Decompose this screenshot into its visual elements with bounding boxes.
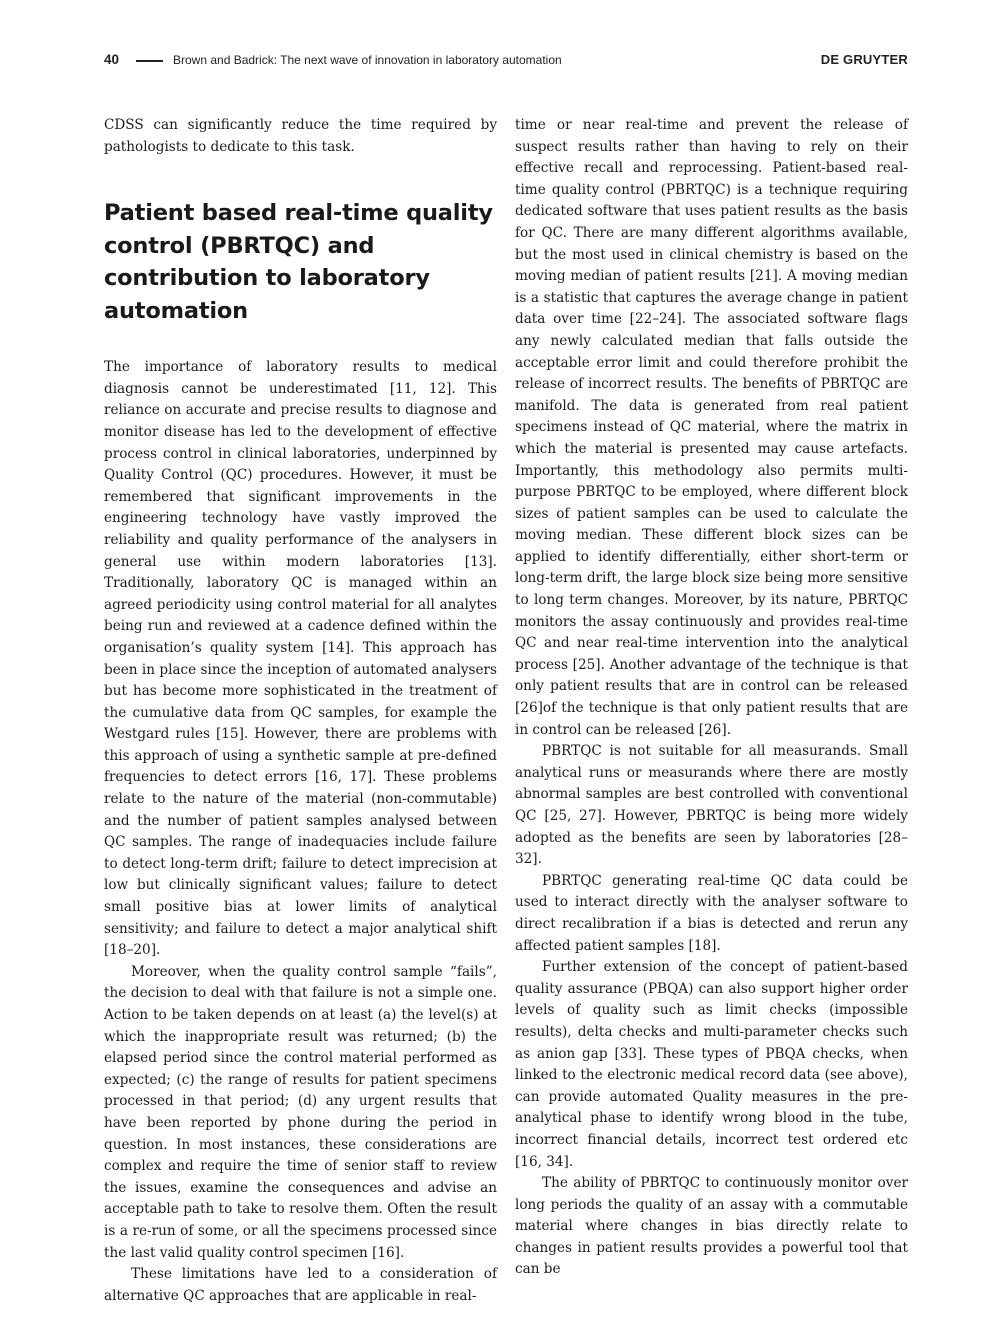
body-paragraph: These limitations have led to a consideration of alternative QC approaches that are applicable in real- xyxy=(104,1266,497,1304)
body-paragraph: time or near real-time and prevent the release of suspect results rather than having to rely on their effective recall and reprocessing. Patient-based real-time quality control (PBRTQC) is a technique requiring dedicated software that uses patient results as the basis for QC. There are many different algorithms available, but the most used in clinical chemistry is based on the moving median of patient results [21]. A moving median is a statistic that captures the average change in patient data over time [22–24]. The associated software flags any newly calculated median that falls outside the acceptable error limit and could therefore prohibit the release of incorrect results. The benefits of PBRTQC are manifold. The data is generated from real patient specimens instead of QC material, where the matrix in which the material is presented may cause artefacts. Importantly, this methodology also permits multi-purpose PBRTQC to be employed, where different block sizes of patient samples can be used to calculate the moving median. These different block sizes can be applied to identify differentially, either short-term or long-term drift, the large block size being more sensitive to long term changes. Moreover, by its nature, PBRTQC monitors the assay continuously and provides real-time QC and near real-time intervention into the analytical process [25]. Another advantage of the technique is that only patient results that are in control can be released [26]of the technique is that only patient results that are in control can be released [26]. xyxy=(515,117,908,738)
body-paragraph: Further extension of the concept of patient-based quality assurance (PBQA) can also support higher order levels of quality such as limit checks (impossible results), delta checks and multi-parameter checks such as anion gap [33]. These types of PBQA checks, when linked to the electronic medical record data (see above), can provide automated Quality measures in the pre-analytical phase to identify wrong blood in the tube, incorrect financial details, incorrect test ordered etc [16, 34]. xyxy=(515,959,908,1170)
left-column xyxy=(104,115,497,1307)
header-rule xyxy=(136,60,163,62)
page-number: 40 xyxy=(104,52,120,67)
body-paragraph: The importance of laboratory results to medical diagnosis cannot be underestimated [11, 12]. This reliance on accurate and precise results to diagnose and monitor disease has led to the development of effective process control in clinical laboratories, underpinned by Quality Control (QC) procedures. However, it must be remembered that significant improvements in the engineering technology have vastly improved the reliability and quality performance of the analysers in general use within modern laboratories [13]. Traditionally, laboratory QC is managed within an agreed periodicity using control material for all analytes being run and reviewed at a cadence defined within the organisation’s quality system [14]. This approach has been in place since the inception of automated analysers but has become more sophisticated in the treatment of the cumulative data from QC samples, for example the Westgard rules [15]. However, there are problems with this approach of using a synthetic sample at pre-defined frequencies to detect errors [16, 17]. These problems relate to the nature of the material (non-commutable) and the number of patient samples analysed between QC samples. The range of inadequacies include failure to detect long-term drift; failure to detect imprecision at low but clinically significant values; failure to detect small positive bias at lower limits of analytical sensitivity; and failure to detect a major analytical shift [18–20]. xyxy=(104,359,497,959)
right-column xyxy=(515,115,908,1281)
page-header xyxy=(104,50,908,72)
publisher-logo: DE GRUYTER xyxy=(820,52,908,67)
running-title: Brown and Badrick: The next wave of innovation in laboratory automation xyxy=(173,53,562,67)
body-paragraph: Moreover, when the quality control sample “fails”, the decision to deal with that failure is not a simple one. Action to be taken depends on at least (a) the level(s) at which the inappropriate result was returned; (b) the elapsed period since the control material performed as expected; (c) the range of results for patient specimens processed in that period; (d) any urgent results that have been reported by phone during the period in question. In most instances, these considerations are complex and require the time of senior staff to review the issues, examine the consequences and advise an acceptable path to take to resolve them. Often the result is a re-run of some, or all the specimens processed since the last valid quality control specimen [16]. xyxy=(104,963,497,1261)
intro-paragraph: CDSS can significantly reduce the time required by pathologists to dedicate to this task. xyxy=(104,117,497,155)
body-paragraph: PBRTQC is not suitable for all measurands. Small analytical runs or measurands where there are mostly abnormal samples are best controlled with conventional QC [25, 27]. However, PBRTQC is being more widely adopted as the benefits are seen by laboratories [28–32]. xyxy=(515,743,908,868)
body-paragraph: PBRTQC generating real-time QC data could be used to interact directly with the analyser software to direct recalibration if a bias is detected and rerun any affected patient samples [18]. xyxy=(515,872,908,954)
body-paragraph: The ability of PBRTQC to continuously monitor over long periods the quality of an assay with a commutable material where changes in bias directly relate to changes in patient results provides a powerful tool that can be xyxy=(515,1175,908,1278)
section-heading: Patient based real-time quality control (PBRTQC) and contribution to laboratory automation xyxy=(104,200,493,324)
